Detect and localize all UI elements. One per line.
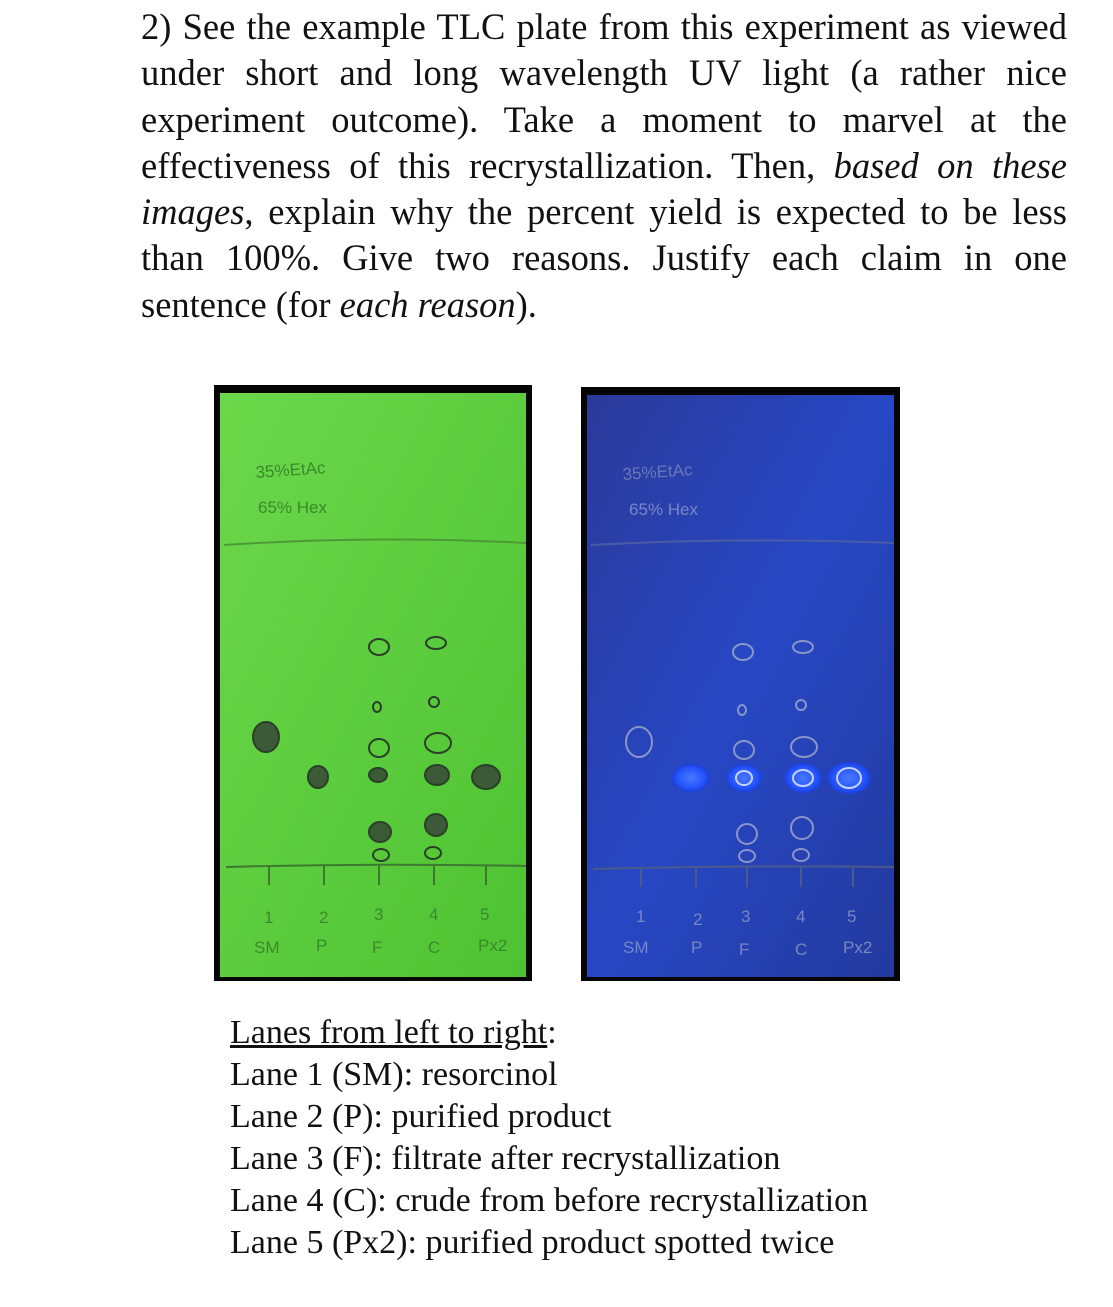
question-number: 2) xyxy=(141,6,172,47)
question-text-part-3: ). xyxy=(515,283,537,325)
solvent-label-line-2: 65% Hex xyxy=(629,500,698,519)
spot-lane-1 xyxy=(253,722,279,752)
lane-number-5: 5 xyxy=(847,907,857,926)
spot-lane-4-product xyxy=(425,765,449,785)
legend-lane-2: Lane 2 (P): purified product xyxy=(230,1098,612,1135)
tlc-plate-short-uv xyxy=(214,385,532,981)
lane-number-4: 4 xyxy=(796,907,806,926)
spot-lane-4-low xyxy=(425,814,447,836)
lane-code-1: SM xyxy=(254,938,280,957)
spot-lane-2 xyxy=(308,766,328,788)
lane-code-3: F xyxy=(739,940,750,959)
glow-lane-5 xyxy=(827,762,871,794)
solvent-label-line-1: 35%EtAc xyxy=(254,458,327,482)
lane-number-1: 1 xyxy=(636,907,646,926)
question-text-part-2: , explain why the percent yield is expected to be less than 100%. Give two reasons. Justify each claim in one sentence (for xyxy=(141,191,1067,325)
glow-lane-2 xyxy=(672,764,710,792)
glow-lane-4 xyxy=(784,763,822,793)
lane-code-4: C xyxy=(428,938,441,957)
legend-lane-3: Lane 3 (F): filtrate after recrystallization xyxy=(230,1140,781,1177)
glow-lane-3 xyxy=(726,764,762,792)
tlc-plate-long-uv xyxy=(581,387,900,981)
lane-code-2: P xyxy=(316,936,328,955)
lane-code-5: Px2 xyxy=(478,936,508,955)
question-emphasis-2: each reason xyxy=(339,283,516,325)
lane-number-3: 3 xyxy=(741,907,751,926)
question-text-part-1: See the example TLC plate from this experiment as viewed under short and long wavelength UV light (a rather nice experiment outcome). Take a moment to marvel at the effectiveness of this recrystallization. Then, xyxy=(141,6,1068,186)
spot-lane-3-product xyxy=(369,768,387,782)
lane-code-1: SM xyxy=(623,938,649,957)
lane-code-5: Px2 xyxy=(843,938,873,957)
lane-code-3: F xyxy=(372,938,383,957)
lane-code-2: P xyxy=(691,938,703,957)
spot-lane-5 xyxy=(472,765,500,789)
spot-lane-3-low xyxy=(369,822,391,842)
solvent-label-line-1: 35%EtAc xyxy=(621,460,694,484)
legend-lane-1: Lane 1 (SM): resorcinol xyxy=(230,1056,558,1093)
lane-number-4: 4 xyxy=(429,905,439,924)
lane-number-1: 1 xyxy=(264,908,274,927)
legend-heading: Lanes from left to right xyxy=(230,1014,548,1051)
solvent-label-line-2: 65% Hex xyxy=(258,498,327,517)
lane-number-5: 5 xyxy=(480,905,490,924)
lane-number-2: 2 xyxy=(319,908,329,927)
tlc-plate-short-uv-photo xyxy=(214,385,532,981)
tlc-plate-long-uv-photo xyxy=(581,387,900,981)
lane-legend xyxy=(230,1012,990,1264)
lane-number-3: 3 xyxy=(374,905,384,924)
lane-code-4: C xyxy=(795,940,808,959)
legend-heading-colon: : xyxy=(547,1014,557,1051)
legend-heading-row xyxy=(230,1012,990,1054)
question-emphasis-1: based on these images xyxy=(141,144,1068,233)
question-text xyxy=(141,4,1067,328)
legend-lane-4: Lane 4 (C): crude from before recrystallization xyxy=(230,1182,869,1219)
legend-lane-5: Lane 5 (Px2): purified product spotted twice xyxy=(230,1224,835,1261)
lane-number-2: 2 xyxy=(693,910,703,929)
